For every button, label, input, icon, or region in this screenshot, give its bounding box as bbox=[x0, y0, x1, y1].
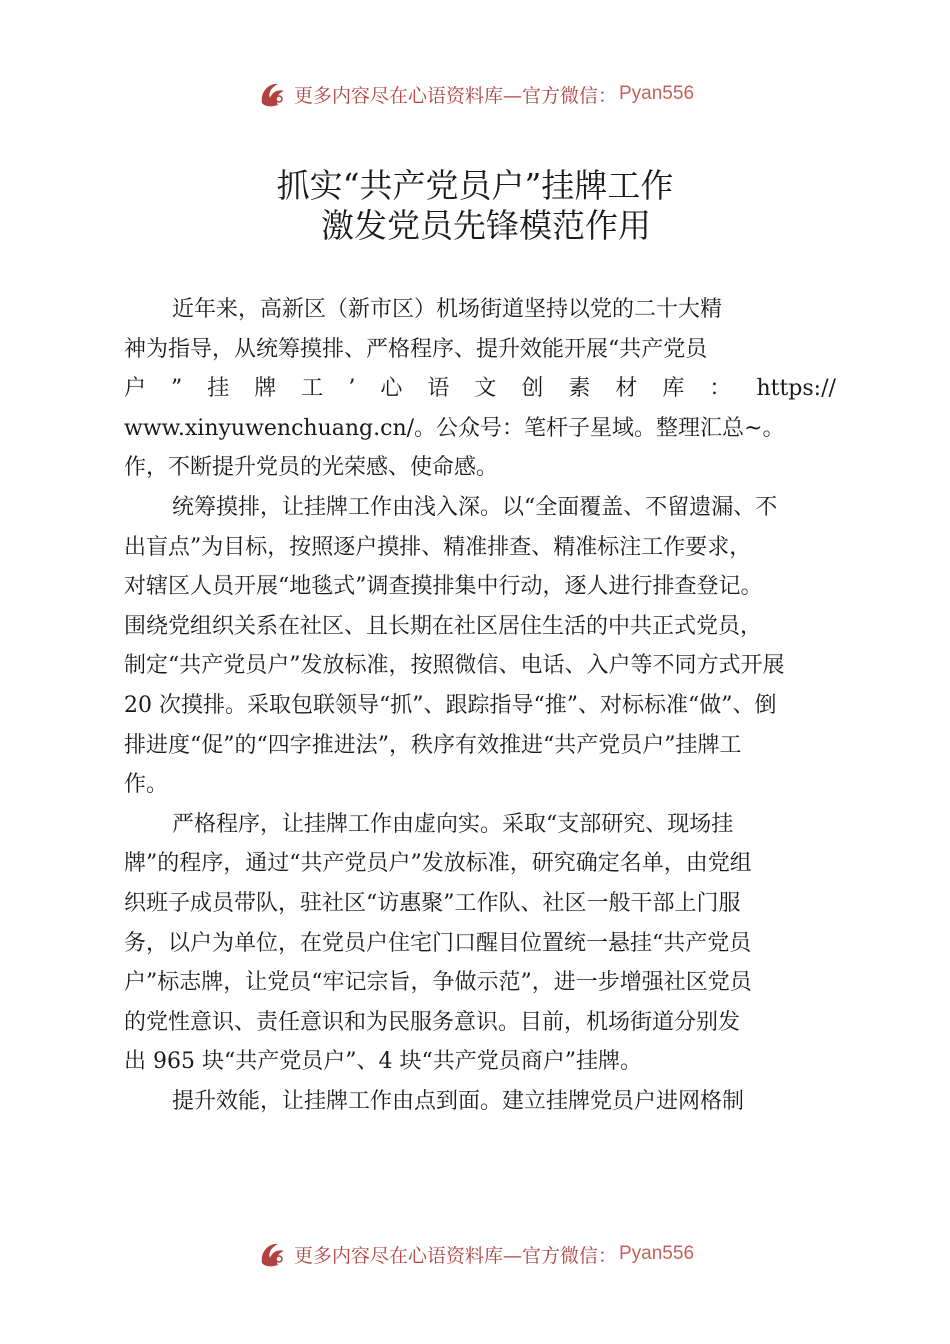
justified-char: 户 bbox=[124, 376, 147, 402]
paragraph-1-line: 神为指导，从统筹摸排、严格程序、提升效能开展“共产党员 bbox=[124, 336, 708, 362]
justified-char: 素 bbox=[568, 376, 591, 402]
justified-char: 材 bbox=[615, 376, 638, 402]
title-line-2: 激发党员先锋模范作用 bbox=[321, 206, 651, 245]
watermark-banner-bottom bbox=[0, 1234, 950, 1274]
justified-char: 文 bbox=[474, 376, 497, 402]
title-line-1: 抓实“共产党员户”挂牌工作 bbox=[276, 166, 674, 205]
justified-char: 语 bbox=[427, 376, 450, 402]
watermark-wechat-id: Pyan556 bbox=[619, 83, 695, 104]
justified-char: 心 bbox=[380, 376, 403, 402]
justified-char: 创 bbox=[521, 376, 544, 402]
paragraph-2-line: 出盲点”为目标，按照逐户摸排、精准排查、精准标注工作要求， bbox=[124, 534, 752, 560]
paragraph-3-line: 牌”的程序，通过“共产党员户”发放标准，研究确定名单，由党组 bbox=[124, 851, 752, 877]
document-body bbox=[124, 290, 836, 1121]
paragraph-1-line: 作，不断提升党员的光荣感、使命感。 bbox=[124, 455, 499, 481]
paragraph-3-line: 严格程序，让挂牌工作由虚向实。采取“支部研究、现场挂 bbox=[172, 811, 734, 837]
paragraph-4-line: 提升效能，让挂牌工作由点到面。建立挂牌党员户进网格制 bbox=[172, 1088, 745, 1114]
justified-char: 牌 bbox=[254, 376, 277, 402]
flame-swirl-logo-icon bbox=[256, 1237, 290, 1271]
paragraph-3-line: 的党性意识、责任意识和为民服务意识。目前，机场街道分别发 bbox=[124, 1009, 741, 1035]
justified-char: ” bbox=[171, 376, 183, 402]
paragraph-2-line: 对辖区人员开展“地毯式”调查摸排集中行动，逐人进行排查登记。 bbox=[124, 574, 763, 600]
paragraph-1-line: www.xinyuwenchuang.cn/。公众号：笔杆子星域。整理汇总~。 bbox=[124, 415, 785, 441]
paragraph-3-line: 出 965 块“共产党员户”、4 块“共产党员商户”挂牌。 bbox=[124, 1049, 642, 1075]
watermark-text: 更多内容尽在心语资料库—官方微信： bbox=[293, 1244, 617, 1267]
paragraph-3-line: 务，以户为单位，在党员户住宅门口醒目位置统一悬挂“共产党员 bbox=[124, 930, 752, 956]
paragraph-2-line: 作。 bbox=[124, 772, 169, 798]
justified-char: 挂 bbox=[207, 376, 230, 402]
paragraph-2-line: 统筹摸排，让挂牌工作由浅入深。以“全面覆盖、不留遗漏、不 bbox=[172, 494, 778, 520]
watermark-banner-top bbox=[0, 74, 950, 114]
paragraph-2-line: 20 次摸排。采取包联领导“抓”、跟踪指导“推”、对标标准“做”、倒 bbox=[124, 692, 777, 718]
document-title bbox=[0, 166, 950, 246]
flame-swirl-logo-icon bbox=[256, 77, 290, 111]
paragraph-1-justified-line bbox=[124, 369, 836, 409]
paragraph-3-line: 户”标志牌，让党员“牢记宗旨，争做示范”，进一步增强社区党员 bbox=[124, 970, 752, 996]
justified-char: ’ bbox=[348, 376, 356, 402]
paragraph-3-line: 织班子成员带队，驻社区“访惠聚”工作队、社区一般干部上门服 bbox=[124, 890, 741, 916]
paragraph-2-line: 制定“共产党员户”发放标准，按照微信、电话、入户等不同方式开展 bbox=[124, 653, 785, 679]
justified-char: https:// bbox=[756, 376, 836, 402]
paragraph-2-line: 围绕党组织关系在社区、且长期在社区居住生活的中共正式党员， bbox=[124, 613, 763, 639]
watermark-wechat-id: Pyan556 bbox=[619, 1243, 695, 1264]
paragraph-2-line: 排进度“促”的“四字推进法”，秩序有效推进“共产党员户”挂牌工 bbox=[124, 732, 742, 758]
justified-char: 库 bbox=[662, 376, 685, 402]
justified-char: 工 bbox=[301, 376, 324, 402]
paragraph-1-line: 近年来，高新区（新市区）机场街道坚持以党的二十大精 bbox=[172, 297, 723, 322]
justified-char: ： bbox=[709, 376, 732, 402]
watermark-text: 更多内容尽在心语资料库—官方微信： bbox=[293, 84, 617, 107]
